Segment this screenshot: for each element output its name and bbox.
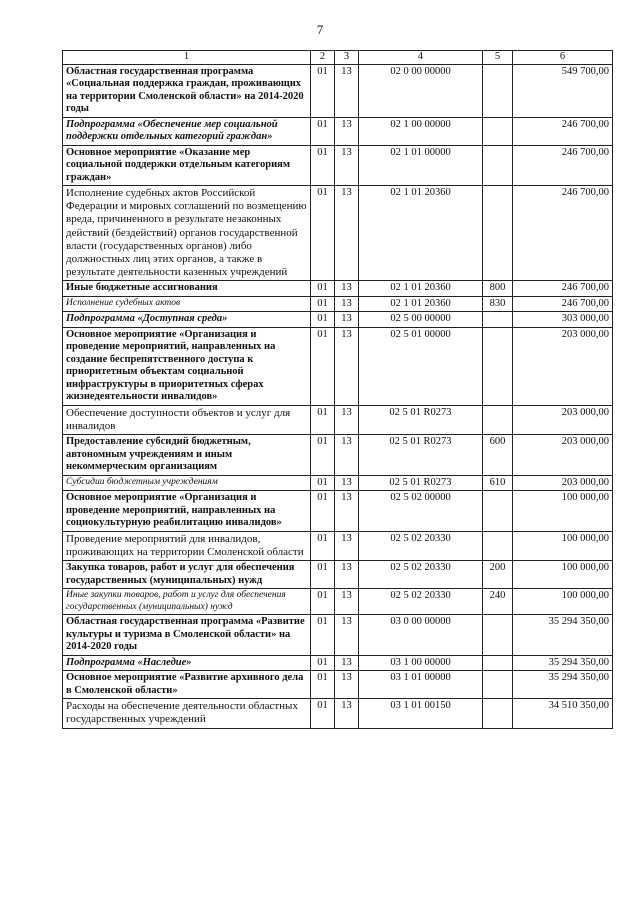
row-name-cell: Основное мероприятие «Развитие архивного дела в Смоленской области» — [63, 671, 311, 699]
target-article-cell: 03 0 00 00000 — [359, 615, 483, 656]
section-code-cell: 01 — [311, 296, 335, 312]
subsection-code-cell: 13 — [335, 405, 359, 434]
section-code-cell: 01 — [311, 145, 335, 186]
target-article-cell: 02 5 02 20330 — [359, 589, 483, 615]
section-code-cell: 01 — [311, 531, 335, 560]
expense-type-cell: 600 — [483, 435, 513, 476]
table-row — [63, 117, 613, 145]
section-code-cell: 01 — [311, 64, 335, 117]
target-article-cell: 02 1 01 20360 — [359, 186, 483, 281]
subsection-code-cell: 13 — [335, 561, 359, 589]
page-number: 7 — [316, 22, 324, 37]
target-article-cell: 02 5 01 R0273 — [359, 475, 483, 491]
subsection-code-cell: 13 — [335, 531, 359, 560]
target-article-cell: 02 1 01 20360 — [359, 281, 483, 297]
target-article-cell: 02 5 02 20330 — [359, 531, 483, 560]
subsection-code-cell: 13 — [335, 312, 359, 328]
row-name-cell: Предоставление субсидий бюджетным, автономным учреждениям и иным некоммерческим организациям — [63, 435, 311, 476]
target-article-cell: 02 0 00 00000 — [359, 64, 483, 117]
column-header-4: 4 — [359, 51, 483, 65]
table-row — [63, 561, 613, 589]
table-row — [63, 145, 613, 186]
subsection-code-cell: 13 — [335, 64, 359, 117]
target-article-cell: 03 1 00 00000 — [359, 655, 483, 671]
expense-type-cell — [483, 699, 513, 728]
target-article-cell: 02 5 00 00000 — [359, 312, 483, 328]
subsection-code-cell: 13 — [335, 327, 359, 405]
table-row — [63, 699, 613, 728]
section-code-cell: 01 — [311, 186, 335, 281]
table-header-row — [63, 51, 613, 65]
amount-cell: 35 294 350,00 — [513, 615, 613, 656]
column-header-2: 2 — [311, 51, 335, 65]
table-body — [63, 64, 613, 728]
row-name-cell: Иные бюджетные ассигнования — [63, 281, 311, 297]
row-name-cell: Областная государственная программа «Развитие культуры и туризма в Смоленской области» на 2014-2020 годы — [63, 615, 311, 656]
target-article-cell: 02 5 02 20330 — [359, 561, 483, 589]
amount-cell: 100 000,00 — [513, 589, 613, 615]
subsection-code-cell: 13 — [335, 296, 359, 312]
row-name-cell: Основное мероприятие «Организация и проведение мероприятий, направленных на социокультурную реабилитацию инвалидов» — [63, 491, 311, 532]
amount-cell: 246 700,00 — [513, 296, 613, 312]
row-name-cell: Исполнение судебных актов — [63, 296, 311, 312]
expense-type-cell — [483, 186, 513, 281]
subsection-code-cell: 13 — [335, 145, 359, 186]
row-name-cell: Исполнение судебных актов Российской Федерации и мировых соглашений по возмещению вреда, причиненного в результате незаконных действий (бездействий) органов государственной власти (государственных органов) либо должностных лиц этих органов, а также в результате деятельности казенных учреждений — [63, 186, 311, 281]
column-header-6: 6 — [513, 51, 613, 65]
target-article-cell: 02 1 01 00000 — [359, 145, 483, 186]
section-code-cell: 01 — [311, 561, 335, 589]
expense-type-cell: 240 — [483, 589, 513, 615]
table-row — [63, 186, 613, 281]
amount-cell: 549 700,00 — [513, 64, 613, 117]
table-row — [63, 671, 613, 699]
expense-type-cell: 800 — [483, 281, 513, 297]
table-row — [63, 435, 613, 476]
amount-cell: 35 294 350,00 — [513, 671, 613, 699]
section-code-cell: 01 — [311, 671, 335, 699]
section-code-cell: 01 — [311, 699, 335, 728]
table-row — [63, 312, 613, 328]
column-header-3: 3 — [335, 51, 359, 65]
amount-cell: 100 000,00 — [513, 531, 613, 560]
amount-cell: 100 000,00 — [513, 491, 613, 532]
section-code-cell: 01 — [311, 281, 335, 297]
section-code-cell: 01 — [311, 615, 335, 656]
expense-type-cell — [483, 491, 513, 532]
expense-type-cell — [483, 117, 513, 145]
table-row — [63, 615, 613, 656]
expense-type-cell: 830 — [483, 296, 513, 312]
expense-type-cell — [483, 655, 513, 671]
expense-type-cell — [483, 327, 513, 405]
section-code-cell: 01 — [311, 117, 335, 145]
amount-cell: 100 000,00 — [513, 561, 613, 589]
amount-cell: 203 000,00 — [513, 327, 613, 405]
target-article-cell: 02 1 00 00000 — [359, 117, 483, 145]
expense-type-cell — [483, 615, 513, 656]
subsection-code-cell: 13 — [335, 671, 359, 699]
section-code-cell: 01 — [311, 475, 335, 491]
table-row — [63, 589, 613, 615]
subsection-code-cell: 13 — [335, 589, 359, 615]
expense-type-cell — [483, 671, 513, 699]
subsection-code-cell: 13 — [335, 699, 359, 728]
row-name-cell: Областная государственная программа «Социальная поддержка граждан, проживающих на территории Смоленской области» на 2014-2020 годы — [63, 64, 311, 117]
table-row — [63, 475, 613, 491]
section-code-cell: 01 — [311, 327, 335, 405]
subsection-code-cell: 13 — [335, 615, 359, 656]
expense-type-cell — [483, 64, 513, 117]
target-article-cell: 02 5 01 R0273 — [359, 435, 483, 476]
expense-type-cell — [483, 531, 513, 560]
amount-cell: 203 000,00 — [513, 435, 613, 476]
table-row — [63, 296, 613, 312]
amount-cell: 303 000,00 — [513, 312, 613, 328]
amount-cell: 246 700,00 — [513, 145, 613, 186]
amount-cell: 35 294 350,00 — [513, 655, 613, 671]
row-name-cell: Подпрограмма «Наследие» — [63, 655, 311, 671]
row-name-cell: Обеспечение доступности объектов и услуг для инвалидов — [63, 405, 311, 434]
table-row — [63, 405, 613, 434]
table-row — [63, 491, 613, 532]
table-row — [63, 281, 613, 297]
row-name-cell: Основное мероприятие «Организация и проведение мероприятий, направленных на создание беспрепятственного доступа к приоритетным объектам социальной инфраструктуры в приоритетных сферах жизнедеятельности инвалидов» — [63, 327, 311, 405]
expense-type-cell — [483, 312, 513, 328]
section-code-cell: 01 — [311, 655, 335, 671]
amount-cell: 34 510 350,00 — [513, 699, 613, 728]
section-code-cell: 01 — [311, 491, 335, 532]
expense-type-cell: 200 — [483, 561, 513, 589]
target-article-cell: 02 5 02 00000 — [359, 491, 483, 532]
target-article-cell: 02 1 01 20360 — [359, 296, 483, 312]
budget-table — [62, 50, 613, 729]
amount-cell: 246 700,00 — [513, 186, 613, 281]
expense-type-cell — [483, 145, 513, 186]
row-name-cell: Основное мероприятие «Оказание мер социальной поддержки отдельным категориям граждан» — [63, 145, 311, 186]
row-name-cell: Проведение мероприятий для инвалидов, проживающих на территории Смоленской области — [63, 531, 311, 560]
row-name-cell: Иные закупки товаров, работ и услуг для обеспечения государственных (муниципальных) нужд — [63, 589, 311, 615]
amount-cell: 203 000,00 — [513, 405, 613, 434]
subsection-code-cell: 13 — [335, 435, 359, 476]
row-name-cell: Подпрограмма «Обеспечение мер социальной поддержки отдельных категорий граждан» — [63, 117, 311, 145]
section-code-cell: 01 — [311, 312, 335, 328]
section-code-cell: 01 — [311, 589, 335, 615]
target-article-cell: 03 1 01 00150 — [359, 699, 483, 728]
table-row — [63, 327, 613, 405]
expense-type-cell: 610 — [483, 475, 513, 491]
section-code-cell: 01 — [311, 435, 335, 476]
expense-type-cell — [483, 405, 513, 434]
row-name-cell: Закупка товаров, работ и услуг для обеспечения государственных (муниципальных) нужд — [63, 561, 311, 589]
column-header-5: 5 — [483, 51, 513, 65]
subsection-code-cell: 13 — [335, 186, 359, 281]
table-row — [63, 655, 613, 671]
amount-cell: 246 700,00 — [513, 281, 613, 297]
table-row — [63, 64, 613, 117]
target-article-cell: 02 5 01 00000 — [359, 327, 483, 405]
section-code-cell: 01 — [311, 405, 335, 434]
subsection-code-cell: 13 — [335, 655, 359, 671]
amount-cell: 246 700,00 — [513, 117, 613, 145]
target-article-cell: 02 5 01 R0273 — [359, 405, 483, 434]
subsection-code-cell: 13 — [335, 117, 359, 145]
subsection-code-cell: 13 — [335, 475, 359, 491]
subsection-code-cell: 13 — [335, 491, 359, 532]
table-row — [63, 531, 613, 560]
amount-cell: 203 000,00 — [513, 475, 613, 491]
row-name-cell: Расходы на обеспечение деятельности областных государственных учреждений — [63, 699, 311, 728]
column-header-1: 1 — [63, 51, 311, 65]
target-article-cell: 03 1 01 00000 — [359, 671, 483, 699]
row-name-cell: Субсидии бюджетным учреждениям — [63, 475, 311, 491]
subsection-code-cell: 13 — [335, 281, 359, 297]
row-name-cell: Подпрограмма «Доступная среда» — [63, 312, 311, 328]
